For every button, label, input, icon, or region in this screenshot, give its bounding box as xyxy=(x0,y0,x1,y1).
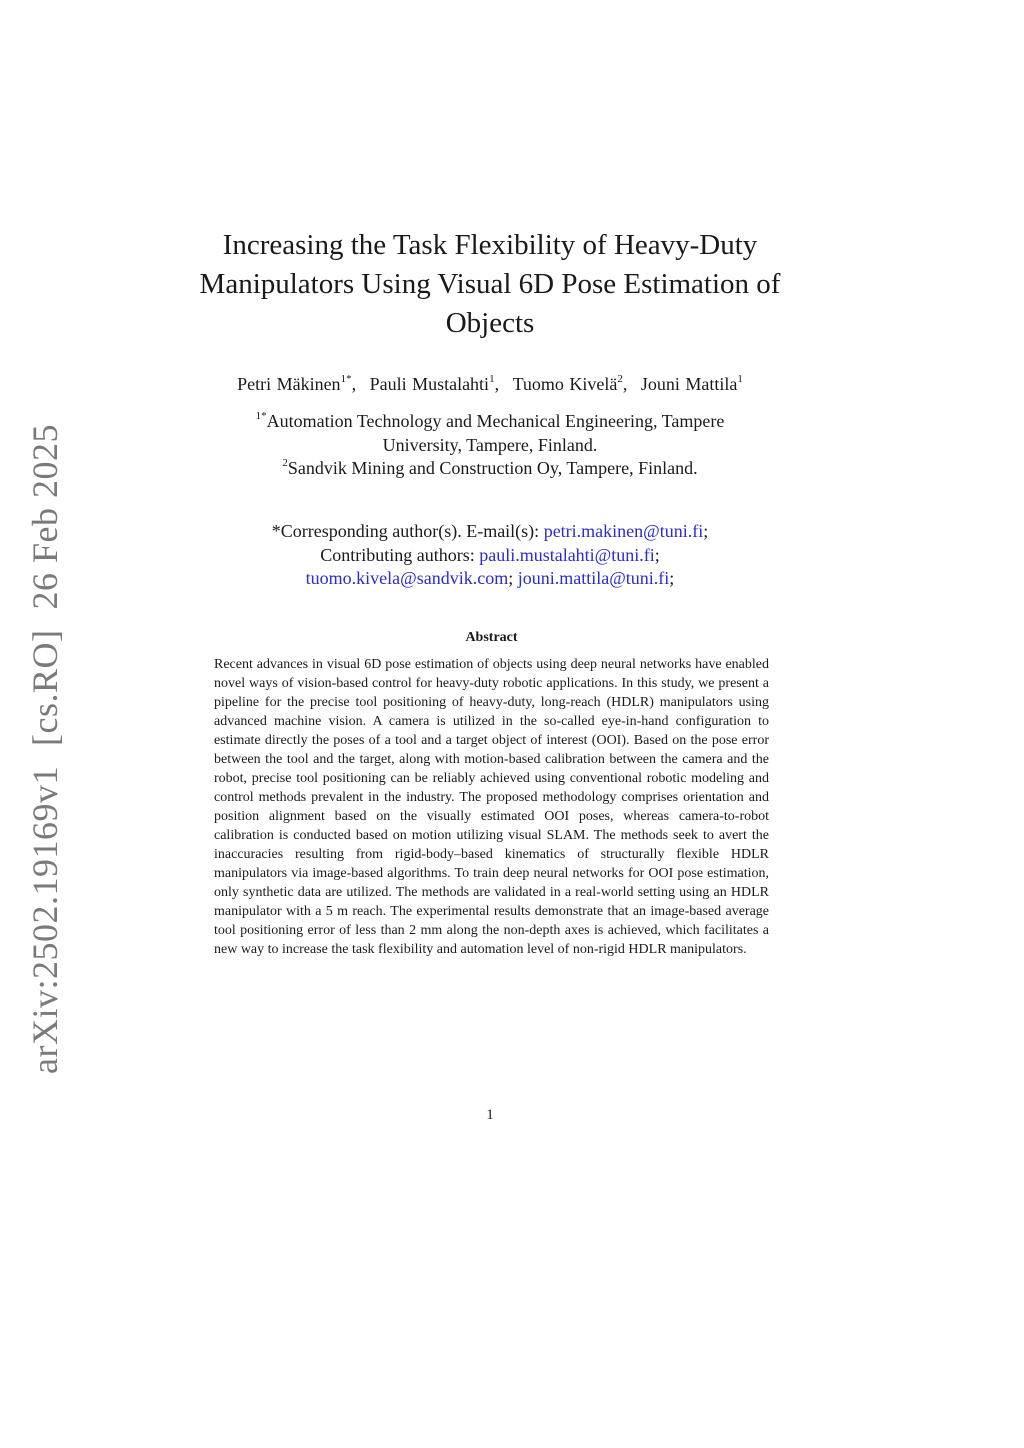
affiliation-mark: 1* xyxy=(255,410,267,422)
contributing-line-2 xyxy=(200,567,780,591)
contributing-label: Contributing authors: xyxy=(320,544,480,565)
abstract-heading: Abstract xyxy=(465,630,518,645)
author: Tuomo Kivelä$^2$, xyxy=(512,373,628,394)
separator: ; xyxy=(508,568,514,588)
author-name: Petri Mäkinen xyxy=(237,374,341,394)
email-link[interactable]: pauli.mustalahti@tuni.fi xyxy=(479,544,655,565)
paper-title xyxy=(160,226,820,343)
arxiv-id: arXiv:2502.19169v1 xyxy=(25,766,65,1074)
separator: ; xyxy=(703,521,709,541)
separator: ; xyxy=(669,568,675,588)
author-list xyxy=(150,372,830,396)
author: Petri Mäkinen$^{1*}$, xyxy=(237,373,357,394)
author-affiliation-mark: 1* xyxy=(340,373,352,385)
contributing-line xyxy=(200,544,780,568)
corresponding-line xyxy=(200,520,780,544)
author: Pauli Mustalahti$^1$, xyxy=(369,373,500,394)
affiliations xyxy=(210,410,770,481)
email-link[interactable]: tuomo.kivela@sandvik.com xyxy=(305,568,509,588)
author-name: Tuomo Kivelä xyxy=(512,374,618,394)
email-link[interactable]: petri.makinen@tuni.fi xyxy=(543,521,704,541)
author-affiliation-mark: 2 xyxy=(617,373,623,385)
affiliation-text: Sandvik Mining and Construction Oy, Tampere, Finland. xyxy=(287,458,698,478)
affiliation-1-cont: University, Tampere, Finland. xyxy=(382,434,598,455)
author xyxy=(641,374,743,394)
author-affiliation-mark: 1 xyxy=(737,373,743,385)
page-number: 1 xyxy=(486,1107,494,1123)
email-link[interactable]: jouni.mattila@tuni.fi xyxy=(517,568,670,588)
arxiv-date: 26 Feb 2025 xyxy=(25,424,65,610)
author-name: Pauli Mustalahti xyxy=(369,374,490,394)
affiliation-mark: 2 xyxy=(282,457,288,469)
abstract-text: Recent advances in visual 6D pose estimation of objects using deep neural networks have enabled novel ways of vision-based control for heavy-duty robotic applications. In this study, we present a pipeline for the precise tool positioning of heavy-duty, long-reach (HDLR) manipulators using advanced machine vision. A camera is utilized in the so-called eye-in-hand configuration to estimate directly the poses of a tool and a target object of interest (OOI). Based on the pose error between the tool and the target, along with motion-based calibration between the camera and the robot, precise tool positioning can be reliably achieved using conventional robotic modeling and control methods prevalent in the industry. The proposed methodology comprises orientation and position alignment based on the visually estimated OOI poses, whereas camera-to-robot calibration is conducted based on motion utilizing visual SLAM. The methods seek to avert the inaccuracies resulting from rigid-body–based kinematics of structurally flexible HDLR manipulators via image-based algorithms. To train deep neural networks for OOI pose estimation, only synthetic data are utilized. The methods are validated in a real-world setting using an HDLR manipulator with a 5 m reach. The experimental results demonstrate that an image-based average tool positioning error of less than 2 mm along the non-depth axes is achieved, which facilitates a new way to increase the task flexibility and automation level of non-rigid HDLR manipulators. xyxy=(214,657,769,957)
separator: ; xyxy=(654,544,660,565)
correspondence xyxy=(200,520,780,591)
arxiv-category: [cs.RO] xyxy=(25,629,65,747)
author-name: Jouni Mattila xyxy=(640,374,738,394)
title-line: Manipulators Using Visual 6D Pose Estimation of xyxy=(199,268,781,300)
affiliation-2 xyxy=(210,457,770,481)
arxiv-identifier-stamp xyxy=(24,414,66,1084)
title-line: Objects xyxy=(445,307,535,339)
author-affiliation-mark: 1 xyxy=(489,373,495,385)
title-line: Increasing the Task Flexibility of Heavy-Duty xyxy=(222,229,758,261)
affiliation-1 xyxy=(210,410,770,434)
corresponding-label: *Corresponding author(s). E-mail(s): xyxy=(271,521,544,541)
affiliation-text: Automation Technology and Mechanical Engineering, Tampere xyxy=(266,411,725,431)
